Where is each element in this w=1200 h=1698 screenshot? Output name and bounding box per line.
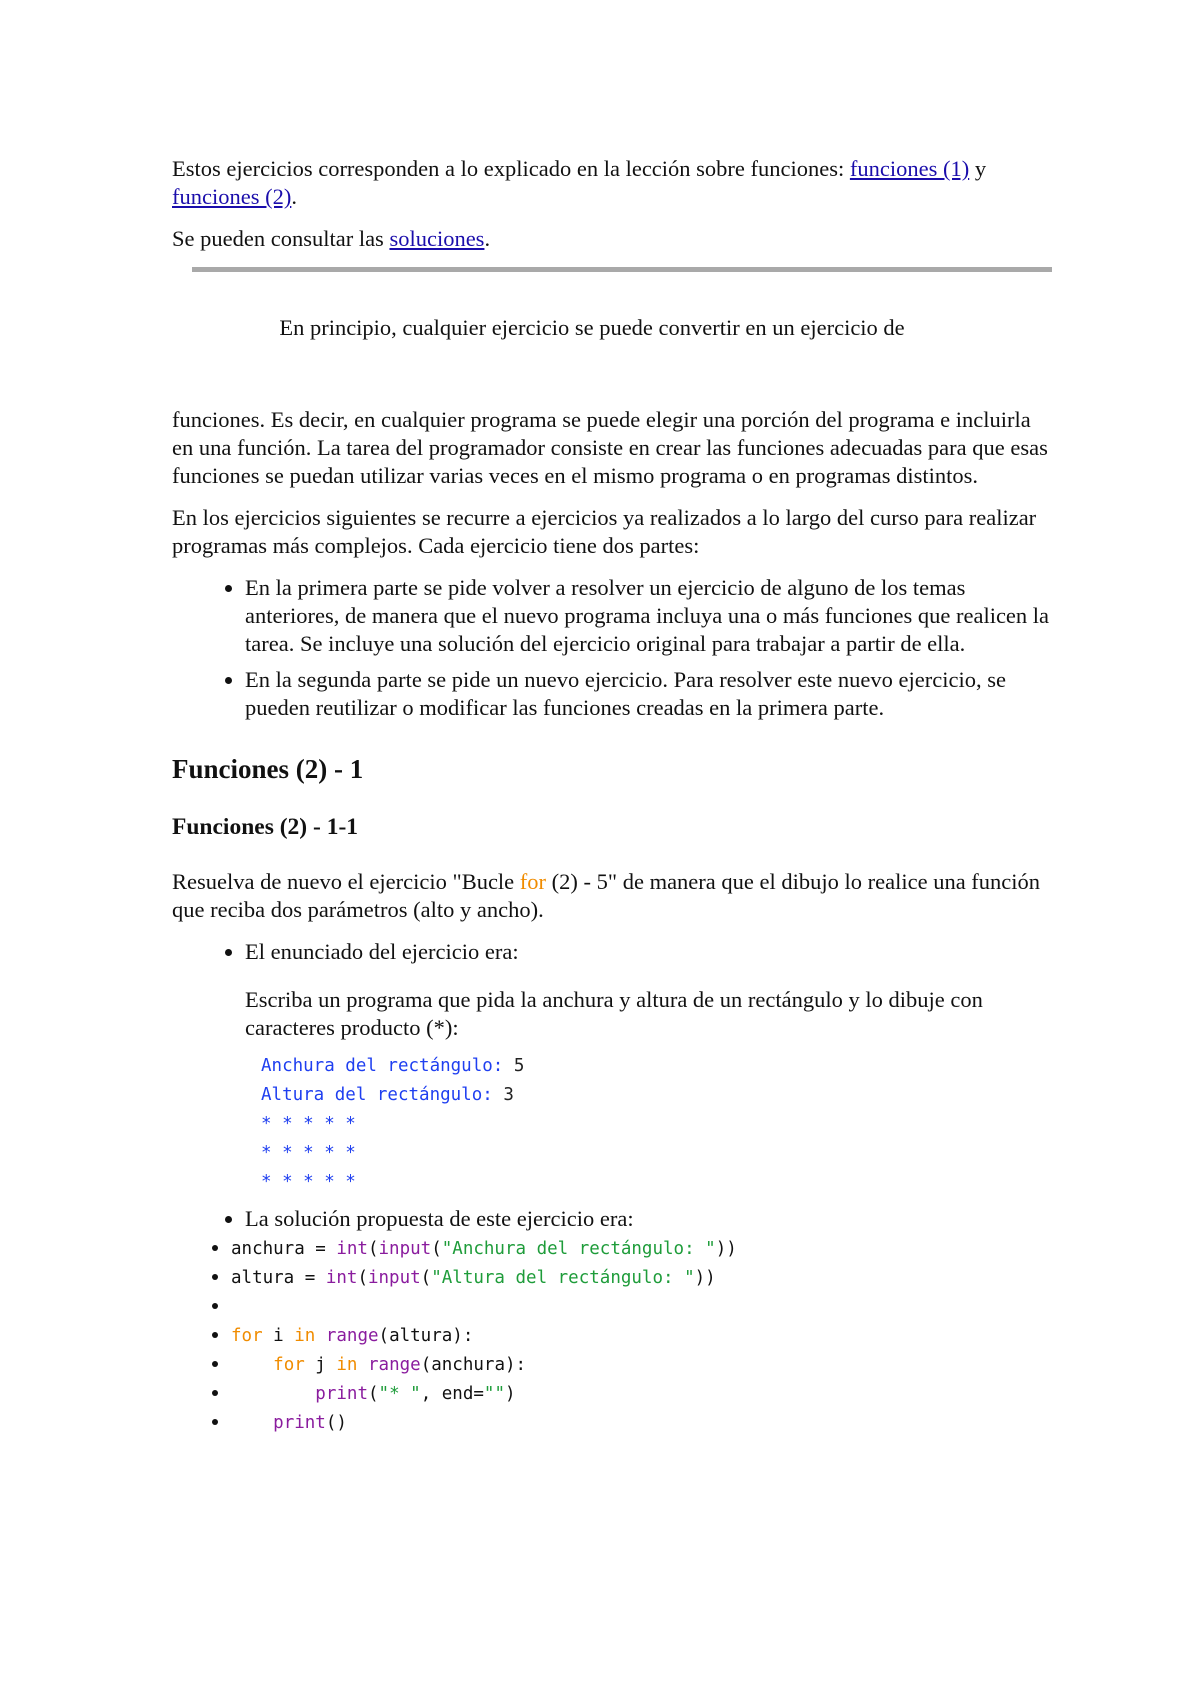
intro-text-after: . <box>291 184 297 209</box>
code-line: • for i in range(altura): <box>231 1320 1052 1349</box>
part-item-first: • En la primera parte se pide volver a resolver un ejercicio de alguno de los temas anteriores, de manera que el nuevo programa incluya una o más funciones que realicen la tarea. Se incluye una solución del ejercicio original para trabajar a partir de ella. <box>245 574 1052 658</box>
solutions-text-before: Se pueden consultar las <box>172 226 390 251</box>
sample-value-width: 5 <box>513 1056 525 1076</box>
code-line-empty <box>231 1291 1052 1320</box>
statement-text: Escriba un programa que pida la anchura y altura de un rectángulo y lo dibuje con caracteres producto (*): <box>245 987 983 1040</box>
sample-value-height: 3 <box>503 1085 514 1105</box>
keyword-for: for <box>519 869 547 894</box>
code-line: • altura = int(input("Altura del rectángulo: ")) <box>231 1262 1052 1291</box>
solution-label: La solución propuesta de este ejercicio era: <box>245 1206 634 1231</box>
sample-row: * * * * * <box>261 1172 356 1192</box>
sample-prompt-height: Altura del rectángulo: <box>261 1085 504 1105</box>
horizontal-rule <box>192 267 1052 272</box>
centered-paragraph: En principio, cualquier ejercicio se puede convertir en un ejercicio de <box>279 315 905 340</box>
exercise-intro <box>172 868 1052 924</box>
code-line: • anchura = int(input("Anchura del rectángulo: ")) <box>231 1233 1052 1262</box>
exercises-explanation: En los ejercicios siguientes se recurre a ejercicios ya realizados a lo largo del curso para realizar programas más complejos. Cada ejercicio tiene dos partes: <box>172 505 1037 558</box>
solution-item <box>245 1205 1052 1233</box>
link-soluciones[interactable]: soluciones <box>389 226 485 251</box>
intro-text-mid: y <box>969 156 987 181</box>
solution-code <box>158 1233 1052 1436</box>
exercise-intro-after: (2) - 5" de manera que el dibujo lo realice una función que reciba dos parámetros (alto y ancho). <box>172 869 1041 922</box>
code-line: • for j in range(anchura): <box>231 1349 1052 1378</box>
functions-explanation: funciones. Es decir, en cualquier programa se puede elegir una porción del programa e incluirla en una función. La tarea del programador consiste en crear las funciones adecuadas para que esas funciones se puedan utilizar varias veces en el mismo programa o en programas distintos. <box>172 407 1048 488</box>
sample-output <box>261 1052 1052 1197</box>
sample-row: * * * * * <box>261 1114 356 1134</box>
section-heading: Funciones (2) - 1 <box>172 754 364 784</box>
code-line: • print() <box>231 1407 1052 1436</box>
parts-list <box>172 574 1052 722</box>
exercise-details-list <box>172 938 1052 1233</box>
sample-prompt-width: Anchura del rectángulo: <box>261 1056 514 1076</box>
exercise-heading: Funciones (2) - 1-1 <box>172 814 359 840</box>
intro-text-before: Estos ejercicios corresponden a lo explicado en la lección sobre funciones: <box>172 156 850 181</box>
link-funciones-1[interactable]: funciones (1) <box>849 156 970 181</box>
statement-item <box>245 938 1052 1197</box>
intro-paragraph <box>172 155 1052 211</box>
exercise-intro-before: Resuelva de nuevo el ejercicio "Bucle <box>172 869 520 894</box>
code-line: • print("* ", end="") <box>231 1378 1052 1407</box>
solutions-text-after: . <box>484 226 491 251</box>
sample-row: * * * * * <box>261 1143 356 1163</box>
solutions-paragraph <box>172 225 1052 253</box>
document-page <box>172 155 1052 1436</box>
link-funciones-2[interactable]: funciones (2) <box>172 184 292 209</box>
part-item-second: • En la segunda parte se pide un nuevo ejercicio. Para resolver este nuevo ejercicio, se pueden reutilizar o modificar las funciones creadas en la primera parte. <box>245 666 1052 722</box>
statement-label: El enunciado del ejercicio era: <box>245 939 519 964</box>
